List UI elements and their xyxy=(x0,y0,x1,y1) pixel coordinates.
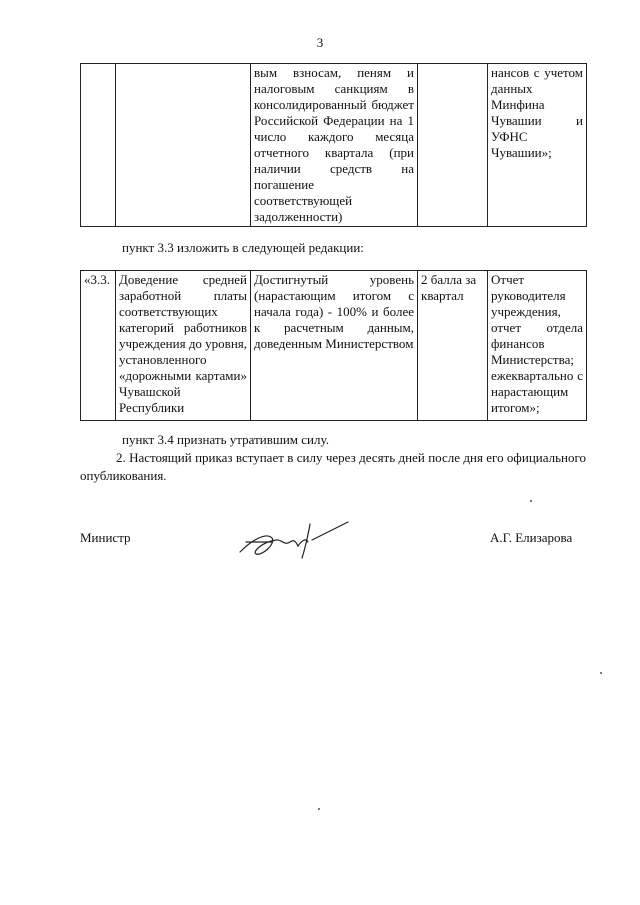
scan-speck xyxy=(318,808,320,810)
item-number: «3.3. xyxy=(81,271,116,421)
signature-image xyxy=(232,512,352,572)
page-number: 3 xyxy=(316,35,324,50)
points-cell: 2 балла за квартал xyxy=(418,271,488,421)
indicator-cell: Доведение средней заработной платы соответствующих категорий работников учреждения до уровня, установленного «дорожными картами» Чувашской Республики xyxy=(116,271,251,421)
table-cell: вым взносам, пеням и налоговым санкциям в консолидированный бюджет Российской Федерации на 1 число каждого месяца отчетного квартала (при наличии средств на погашение соответствующей задолженности) xyxy=(251,64,418,227)
paragraph-2: 2. Настоящий приказ вступает в силу через десять дней после дня его официального опубликования. xyxy=(80,450,586,483)
report-cell: Отчет руководителя учреждения, отчет отдела финансов Министерства; ежеквартально с нарастающим итогом»; xyxy=(488,271,587,421)
scan-speck xyxy=(600,672,602,674)
paragraph-3-3: пункт 3.3 изложить в следующей редакции: xyxy=(122,240,364,255)
signer-name: А.Г. Елизарова xyxy=(490,530,573,545)
table-cell xyxy=(81,64,116,227)
paragraph-3-4: пункт 3.4 признать утратившим силу. xyxy=(122,432,329,447)
continued-table xyxy=(80,63,587,227)
scan-speck xyxy=(530,500,532,502)
table-cell xyxy=(418,64,488,227)
table-cell xyxy=(116,64,251,227)
table-cell: нансов с учетом данных Минфина Чувашии и УФНС Чувашии»; xyxy=(488,64,587,227)
signer-title: Министр xyxy=(80,530,131,545)
new-item-table xyxy=(80,270,587,421)
criterion-cell: Достигнутый уровень (нарастающим итогом с начала года) - 100% и более к расчетным данным, доведенным Министерством xyxy=(251,271,418,421)
